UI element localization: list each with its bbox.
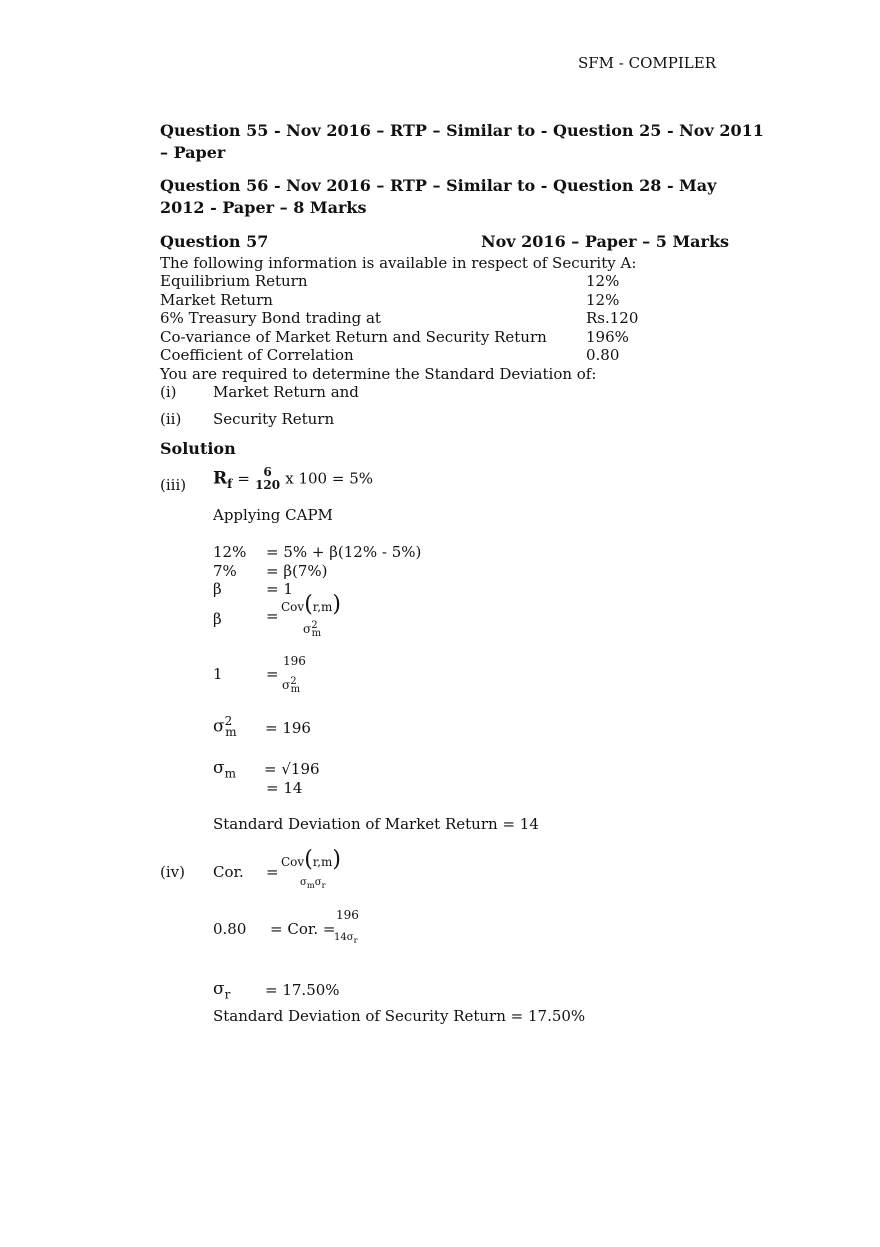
intro-text: The following information is available in respect of Security A: xyxy=(160,254,637,272)
cov-numerator: Cov(r,m) xyxy=(281,592,341,617)
info-value: 0.80 xyxy=(586,346,620,364)
cor-equals: = Cor. = xyxy=(270,920,336,938)
step-lhs: 12% xyxy=(213,543,247,561)
sigma-m-lhs: $\sigma_m$ xyxy=(213,758,236,781)
denominator-14-sigma-r: $14\sigma_r$ xyxy=(334,932,358,945)
part-number: (iv) xyxy=(160,863,185,881)
sigma-m-rhs-result: = 14 xyxy=(266,779,303,797)
question-55-title: Question 55 - Nov 2016 – RTP – Similar to - Question 25 - Nov 2011 xyxy=(160,121,764,140)
equals-sign: = xyxy=(266,665,279,683)
rf-equals: = xyxy=(237,469,250,488)
equals-sign: = xyxy=(266,863,279,881)
question-56-title-right: May xyxy=(679,176,717,195)
rm-label: r,m xyxy=(312,600,333,614)
beta-lhs: β xyxy=(213,610,222,628)
step-rhs: = β(7%) xyxy=(266,562,328,580)
question-56-title-cont: 2012 - Paper – 8 Marks xyxy=(160,198,367,217)
rf-symbol: R xyxy=(213,468,228,489)
equals-sign: = xyxy=(266,607,279,625)
step-rhs: = 1 xyxy=(266,580,293,598)
sigma-m-squared: $\sigma^2_m$ xyxy=(303,620,322,640)
info-value: 12% xyxy=(586,272,620,290)
cor-label: Cor. xyxy=(213,863,244,881)
info-label: Equilibrium Return xyxy=(160,272,308,290)
sigma-m-squared-rhs: = 196 xyxy=(265,719,311,737)
step-lhs: β xyxy=(213,580,222,598)
one-lhs: 1 xyxy=(213,665,223,683)
part-number: (ii) xyxy=(160,410,182,428)
part-text: Security Return xyxy=(213,410,335,428)
question-57-marks: Nov 2016 – Paper – 5 Marks xyxy=(481,232,730,251)
sigma-m-sigma-r: $\sigma_m\sigma_r$ xyxy=(300,877,326,890)
info-value: 12% xyxy=(586,291,620,309)
sigma-m-rhs: = √196 xyxy=(264,760,320,778)
required-text: You are required to determine the Standard Deviation of: xyxy=(160,365,597,383)
part-number: (iii) xyxy=(160,476,187,494)
info-value: 196% xyxy=(586,328,629,346)
solution-heading: Solution xyxy=(160,439,236,458)
numerator-196: 196 xyxy=(283,654,306,668)
cor-value: 0.80 xyxy=(213,920,247,938)
question-56-title: Question 56 - Nov 2016 – RTP – Similar to - Question 28 - xyxy=(160,176,674,195)
sigma-r-rhs: = 17.50% xyxy=(265,981,340,999)
info-label: Market Return xyxy=(160,291,273,309)
rf-rest: x 100 = 5% xyxy=(285,469,373,488)
compiler-label: SFM - COMPILER xyxy=(578,54,717,72)
sigma-m-squared: $\sigma^2_m$ xyxy=(282,676,301,696)
question-57-title: Question 57 xyxy=(160,232,269,251)
rf-formula xyxy=(213,466,373,492)
rf-fraction xyxy=(255,466,280,492)
part-number: (i) xyxy=(160,383,177,401)
info-value: Rs.120 xyxy=(586,309,639,327)
info-label: Co-variance of Market Return and Security Return xyxy=(160,328,547,346)
sd-market-result: Standard Deviation of Market Return = 14 xyxy=(213,815,539,833)
info-label: 6% Treasury Bond trading at xyxy=(160,309,381,327)
cov-numerator: Cov(r,m) xyxy=(281,847,341,872)
info-label: Coefficient of Correlation xyxy=(160,346,354,364)
step-rhs: = 5% + β(12% - 5%) xyxy=(266,543,422,561)
rf-numerator: 6 xyxy=(263,465,272,479)
part-text: Market Return and xyxy=(213,383,359,401)
rf-denominator: 120 xyxy=(255,478,281,493)
sd-security-result: Standard Deviation of Security Return = 17.50% xyxy=(213,1007,586,1025)
question-55-title-cont: – Paper xyxy=(160,143,226,162)
cov-label: Cov xyxy=(281,600,305,614)
sigma-m-squared-lhs: $\sigma^2_m$ xyxy=(213,714,237,740)
rf-subscript: f xyxy=(227,476,233,491)
applying-capm: Applying CAPM xyxy=(213,506,333,524)
sigma-r-lhs: $\sigma_r$ xyxy=(213,979,231,1002)
numerator-196: 196 xyxy=(336,908,359,922)
step-lhs: 7% xyxy=(213,562,237,580)
